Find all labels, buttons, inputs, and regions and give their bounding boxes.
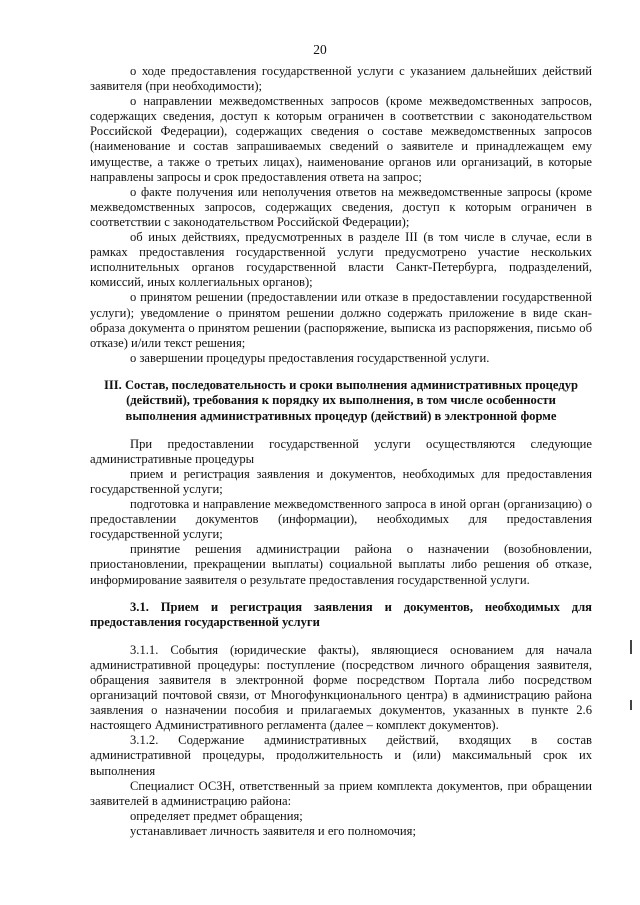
paragraph: об иных действиях, предусмотренных в разделе III (в том числе в случае, если в рамках предоставления государственной услуги предусмотрено участие нескольких исполнительных органов государственной власти Санкт-Петербурга, подразделений, комиссий, иных коллегиальных органов); xyxy=(90,230,592,290)
page-number: 20 xyxy=(313,42,327,57)
scan-edge-mark xyxy=(630,700,632,710)
paragraph: подготовка и направление межведомственного запроса в иной орган (организацию) о предоставлении документов (информации), необходимых для предоставления государственной услуги; xyxy=(90,497,592,542)
scan-edge-mark xyxy=(630,640,632,654)
paragraph: определяет предмет обращения; xyxy=(130,808,303,823)
paragraph: принятие решения администрации района о назначении (возобновлении, приостановлении, прекращении выплаты) социальной выплаты либо решения об отказе, информирование заявителя о результате предоставления государственной услуги. xyxy=(90,542,592,587)
paragraph: прием и регистрация заявления и документов, необходимых для предоставления государственной услуги; xyxy=(90,466,592,496)
paragraph: 3.1.1. События (юридические факты), являющиеся основанием для начала административной процедуры: поступление (посредством личного обращения заявителя, обращения заявителя в электронной форме посредством Портала либо посредством организаций почтовой связи, от Многофункционального центра) в администрацию района заявления о назначении пособия и прилагаемых документов, указанных в пункте 2.6 настоящего Административного регламента (далее – комплект документов). xyxy=(90,642,592,733)
paragraph: о завершении процедуры предоставления государственной услуги. xyxy=(130,350,490,365)
subsection-heading: 3.1. Прием и регистрация заявления и документов, необходимых для предоставления государственной услуги xyxy=(90,599,592,630)
paragraph: Специалист ОСЗН, ответственный за прием комплекта документов, при обращении заявителей в администрацию района: xyxy=(90,778,592,808)
paragraph: о факте получения или неполучения ответов на межведомственные запросы (кроме межведомственных запросов, содержащих сведения, доступ к которым ограничен в соответствии с законодательством Российской Федерации); xyxy=(90,184,592,229)
paragraph: 3.1.2. Содержание административных действий, входящих в состав административной процедуры, продолжительность и (или) максимальный срок их выполнения xyxy=(90,733,592,778)
paragraph: устанавливает личность заявителя и его полномочия; xyxy=(130,823,416,838)
paragraph: о направлении межведомственных запросов (кроме межведомственных запросов, содержащих сведения, доступ к которым ограничен в соответствии с законодательством Российской Федерации), содержащих сведения о составе межведомственных запросов (наименование и состав запрашиваемых сведений о заявителе и принадлежащем ему имуществе, а также о третьих лицах), наименование органов или организаций, в которые направлены запросы и срок предоставления ответа на запрос; xyxy=(90,94,592,184)
paragraph: о ходе предоставления государственной услуги с указанием дальнейших действий заявителя (при необходимости); xyxy=(90,64,592,94)
document-body xyxy=(90,64,592,839)
section-heading: III. Состав, последовательность и сроки выполнения административных процедур (действий), требования к порядку их выполнения, в том числе особенности выполнения административных процедур (действий) в электронной форме xyxy=(103,377,579,424)
paragraph: о принятом решении (предоставлении или отказе в предоставлении государственной услуги); уведомление о принятом решении должно содержать приложение в виде скан-образа документа о принятом решении (распоряжение, выписка из распоряжения, письмо об отказе) и/или текст решения; xyxy=(90,290,592,350)
paragraph: При предоставлении государственной услуги осуществляются следующие административные процедуры xyxy=(90,436,592,466)
